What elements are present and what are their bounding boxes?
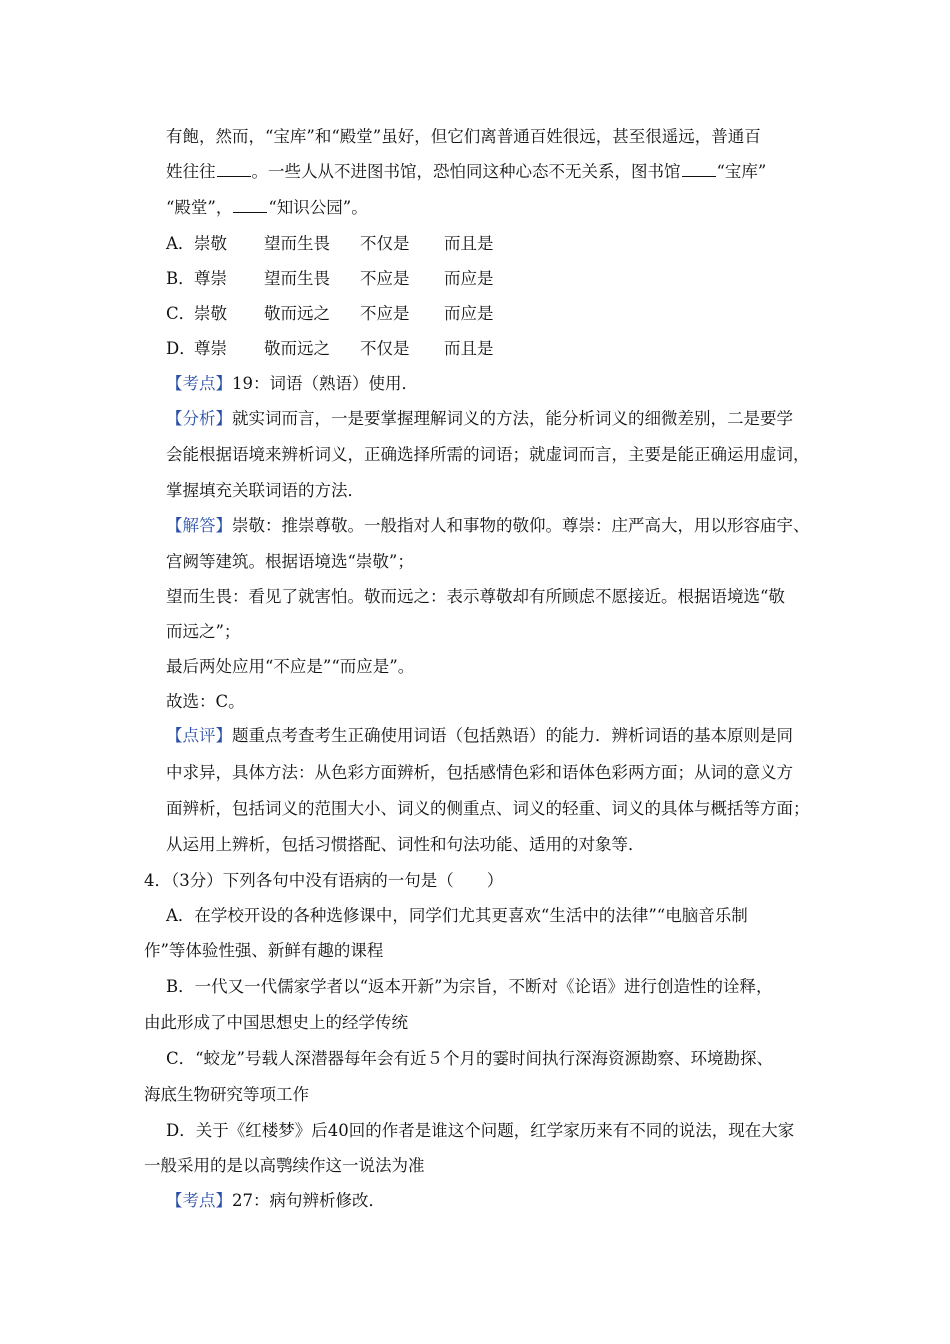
option-word: 不应是 bbox=[360, 269, 410, 288]
q4-option-d-line-2: 一般采用的是以高鹗续作这一说法为准 bbox=[144, 1156, 425, 1175]
dianping-line-4: 从运用上辨析，包括习惯搭配、词性和句法功能、适用的对象等． bbox=[166, 835, 645, 854]
kaodian-text: 27：病句辨析修改． bbox=[232, 1191, 385, 1210]
option-b bbox=[166, 268, 494, 290]
option-word: 望而生畏 bbox=[264, 269, 330, 288]
fill-blank-1 bbox=[217, 162, 251, 177]
option-letter: D． bbox=[166, 339, 196, 358]
option-d bbox=[166, 338, 494, 360]
option-word: 望而生畏 bbox=[264, 234, 330, 253]
dianping-line-1 bbox=[166, 725, 793, 747]
fenxi-line-1 bbox=[166, 408, 793, 430]
option-word: 而应是 bbox=[444, 304, 494, 323]
passage-line-1: 有飽，然而，“宝库”和“殿堂”虽好，但它们离普通百姓很远，甚至很遥远，普通百 bbox=[166, 127, 761, 146]
q4-option-d-line-1: D．关于《红楼梦》后40回的作者是谁这个问题，红学家历来有不同的说法，现在大家 bbox=[166, 1121, 795, 1140]
passage-text: 姓往往 bbox=[166, 162, 216, 181]
option-letter: C． bbox=[166, 304, 196, 323]
jieda-line-6: 故选：C。 bbox=[166, 692, 245, 711]
passage-text: “知识公园”。 bbox=[268, 198, 368, 217]
option-word: 敬而远之 bbox=[264, 339, 330, 358]
passage-line-2 bbox=[166, 161, 766, 183]
kaodian-line bbox=[166, 373, 418, 395]
jieda-text: 崇敬：推崇尊敬。一般指对人和事物的敬仰。尊崇：庄严高大，用以形容庙宇、 bbox=[232, 516, 810, 535]
passage-text: “殿堂”， bbox=[166, 198, 233, 217]
option-letter: B． bbox=[166, 269, 195, 288]
kaodian-text: 19：词语（熟语）使用． bbox=[232, 374, 418, 393]
dianping-tag: 【点评】 bbox=[166, 726, 232, 745]
jieda-tag: 【解答】 bbox=[166, 516, 232, 535]
fenxi-tag: 【分析】 bbox=[166, 409, 232, 428]
q4-option-c-line-2: 海底生物研究等项工作 bbox=[144, 1085, 309, 1104]
option-word: 不应是 bbox=[360, 304, 410, 323]
jieda-line-1 bbox=[166, 515, 810, 537]
option-word: 尊崇 bbox=[194, 339, 227, 358]
question-4-stem: 4．（3分）下列各句中没有语病的一句是（ ） bbox=[144, 871, 504, 890]
option-a bbox=[166, 233, 494, 255]
q4-option-b-line-1: B．一代又一代儒家学者以“返本开新”为宗旨，不断对《论语》进行创造性的诠释， bbox=[166, 977, 773, 996]
option-word: 崇敬 bbox=[194, 304, 227, 323]
dianping-line-2: 中求异，具体方法：从色彩方面辨析，包括感情色彩和语体色彩两方面；从词的意义方 bbox=[166, 763, 793, 782]
option-word: 崇敬 bbox=[194, 234, 227, 253]
q4-option-b-line-2: 由此形成了中国思想史上的经学传统 bbox=[144, 1013, 408, 1032]
option-word: 不仅是 bbox=[360, 339, 410, 358]
option-word: 尊崇 bbox=[194, 269, 227, 288]
q4-option-c-line-1: C．“蛟龙”号载人深潜器每年会有近５个月的霎时间执行深海资源勘察、环境勘探、 bbox=[166, 1049, 773, 1068]
q4-option-a-line-1: A．在学校开设的各种选修课中，同学们尤其更喜欢“生活中的法律”“电脑音乐制 bbox=[166, 906, 748, 925]
dianping-line-3: 面辨析，包括词义的范围大小、词义的侧重点、词义的轻重、词义的具体与概括等方面； bbox=[166, 799, 810, 818]
fill-blank-3 bbox=[233, 198, 267, 213]
fenxi-text: 就实词而言，一是要掌握理解词义的方法，能分析词义的细微差别，二是要学 bbox=[232, 409, 793, 428]
dianping-text: 题重点考查考生正确使用词语（包括熟语）的能力．辨析词语的基本原则是同 bbox=[232, 726, 793, 745]
q4-kaodian-line bbox=[166, 1190, 385, 1212]
jieda-line-2: 宫阙等建筑。根据语境选“崇敬”； bbox=[166, 552, 414, 571]
option-word: 而且是 bbox=[444, 234, 494, 253]
option-letter: A． bbox=[166, 234, 195, 253]
fenxi-line-3: 掌握填充关联词语的方法． bbox=[166, 481, 364, 500]
option-word: 敬而远之 bbox=[264, 304, 330, 323]
option-word: 不仅是 bbox=[360, 234, 410, 253]
fill-blank-2 bbox=[682, 162, 716, 177]
jieda-line-4: 而远之”； bbox=[166, 622, 241, 641]
fenxi-line-2: 会能根据语境来辨析词义，正确选择所需的词语；就虚词而言，主要是能正确运用虚词， bbox=[166, 445, 810, 464]
passage-text: “宝库” bbox=[716, 162, 767, 181]
passage-text: 。一些人从不进图书馆，恐怕同这种心态不无关系，图书馆 bbox=[251, 162, 681, 181]
option-c bbox=[166, 303, 494, 325]
q4-option-a-line-2: 作”等体验性强、新鲜有趣的课程 bbox=[144, 941, 384, 960]
kaodian-tag: 【考点】 bbox=[166, 1191, 232, 1210]
passage-line-3 bbox=[166, 197, 368, 219]
kaodian-tag: 【考点】 bbox=[166, 374, 232, 393]
jieda-line-5: 最后两处应用“不应是”“而应是”。 bbox=[166, 657, 415, 676]
option-word: 而应是 bbox=[444, 269, 494, 288]
jieda-line-3: 望而生畏：看见了就害怕。敬而远之：表示尊敬却有所顾虑不愿接近。根据语境选“敬 bbox=[166, 587, 785, 606]
option-word: 而且是 bbox=[444, 339, 494, 358]
